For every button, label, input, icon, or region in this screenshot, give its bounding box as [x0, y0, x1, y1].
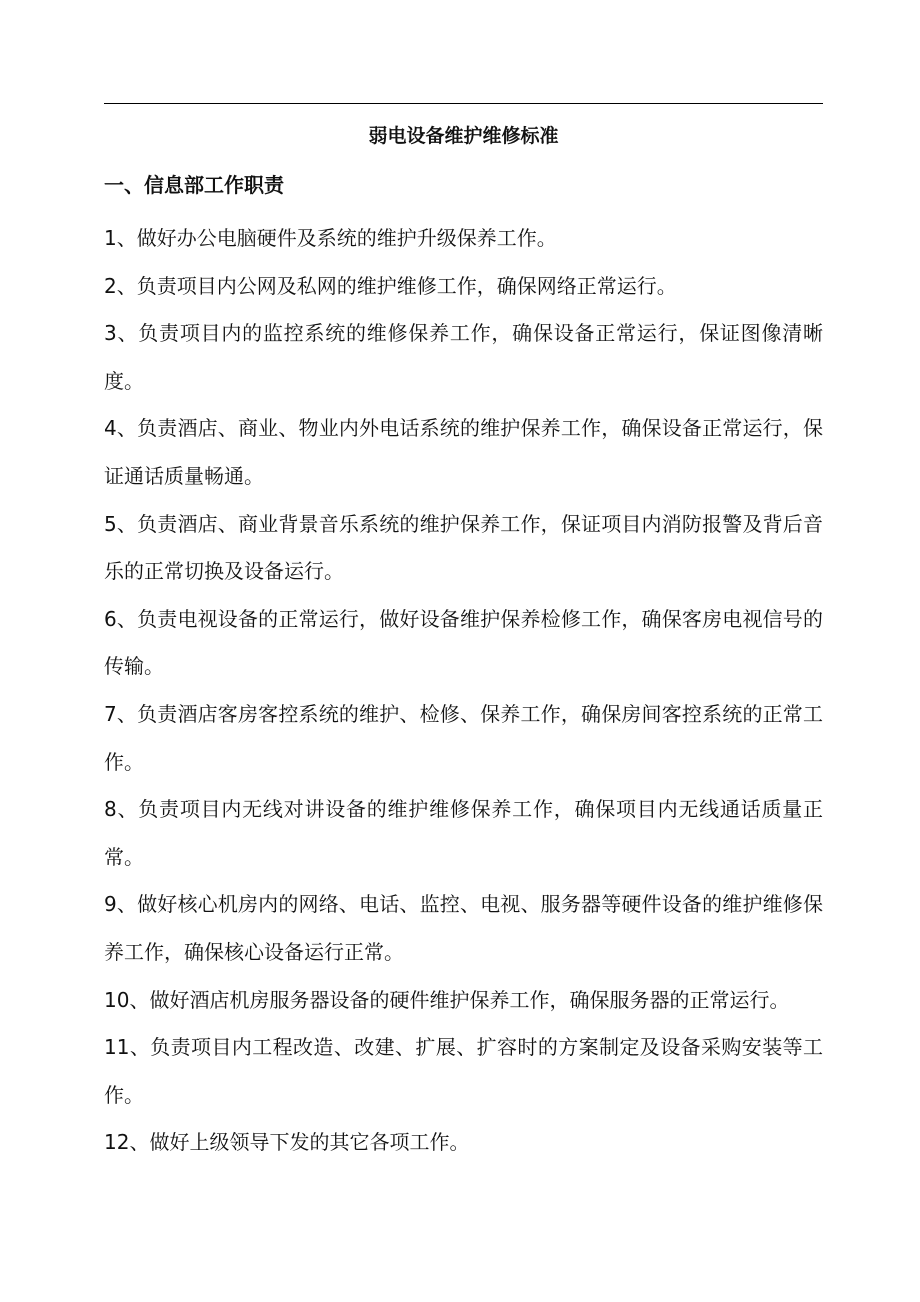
- duty-item-3: 3、负责项目内的监控系统的维修保养工作，确保设备正常运行，保证图像清晰度。: [104, 321, 823, 393]
- duty-item-10: 10、做好酒店机房服务器设备的硬件维护保养工作，确保服务器的正常运行。: [104, 987, 790, 1012]
- duty-item-8: 8、负责项目内无线对讲设备的维护维修保养工作，确保项目内无线通话质量正常。: [104, 797, 823, 869]
- duty-item-4: 4、负责酒店、商业、物业内外电话系统的维护保养工作，确保设备正常运行，保证通话质量畅通。: [104, 416, 823, 488]
- document-title: 弱电设备维护维修标准: [368, 125, 559, 147]
- duty-item-12: 12、做好上级领导下发的其它各项工作。: [104, 1130, 470, 1155]
- duty-item-1: 1、做好办公电脑硬件及系统的维护升级保养工作。: [104, 226, 557, 250]
- duty-item-7: 7、负责酒店客房客控系统的维护、检修、保养工作，确保房间客控系统的正常工作。: [104, 701, 823, 774]
- header-rule: [104, 103, 823, 104]
- duty-list: [104, 215, 823, 1167]
- duty-item-2: 2、负责项目内公网及私网的维护维修工作，确保网络正常运行。: [104, 273, 677, 298]
- duty-item-6: 6、负责电视设备的正常运行，做好设备维护保养检修工作，确保客房电视信号的传输。: [104, 606, 823, 679]
- duty-item-9: 9、做好核心机房内的网络、电话、监控、电视、服务器等硬件设备的维护维修保养工作，确保核心设备运行正常。: [104, 892, 823, 964]
- duty-item-5: 5、负责酒店、商业背景音乐系统的维护保养工作，保证项目内消防报警及背后音乐的正常切换及设备运行。: [104, 511, 823, 584]
- duty-item-11: 11、负责项目内工程改造、改建、扩展、扩容时的方案制定及设备采购安装等工作。: [104, 1035, 823, 1107]
- section-heading: 一、信息部工作职责: [104, 173, 284, 197]
